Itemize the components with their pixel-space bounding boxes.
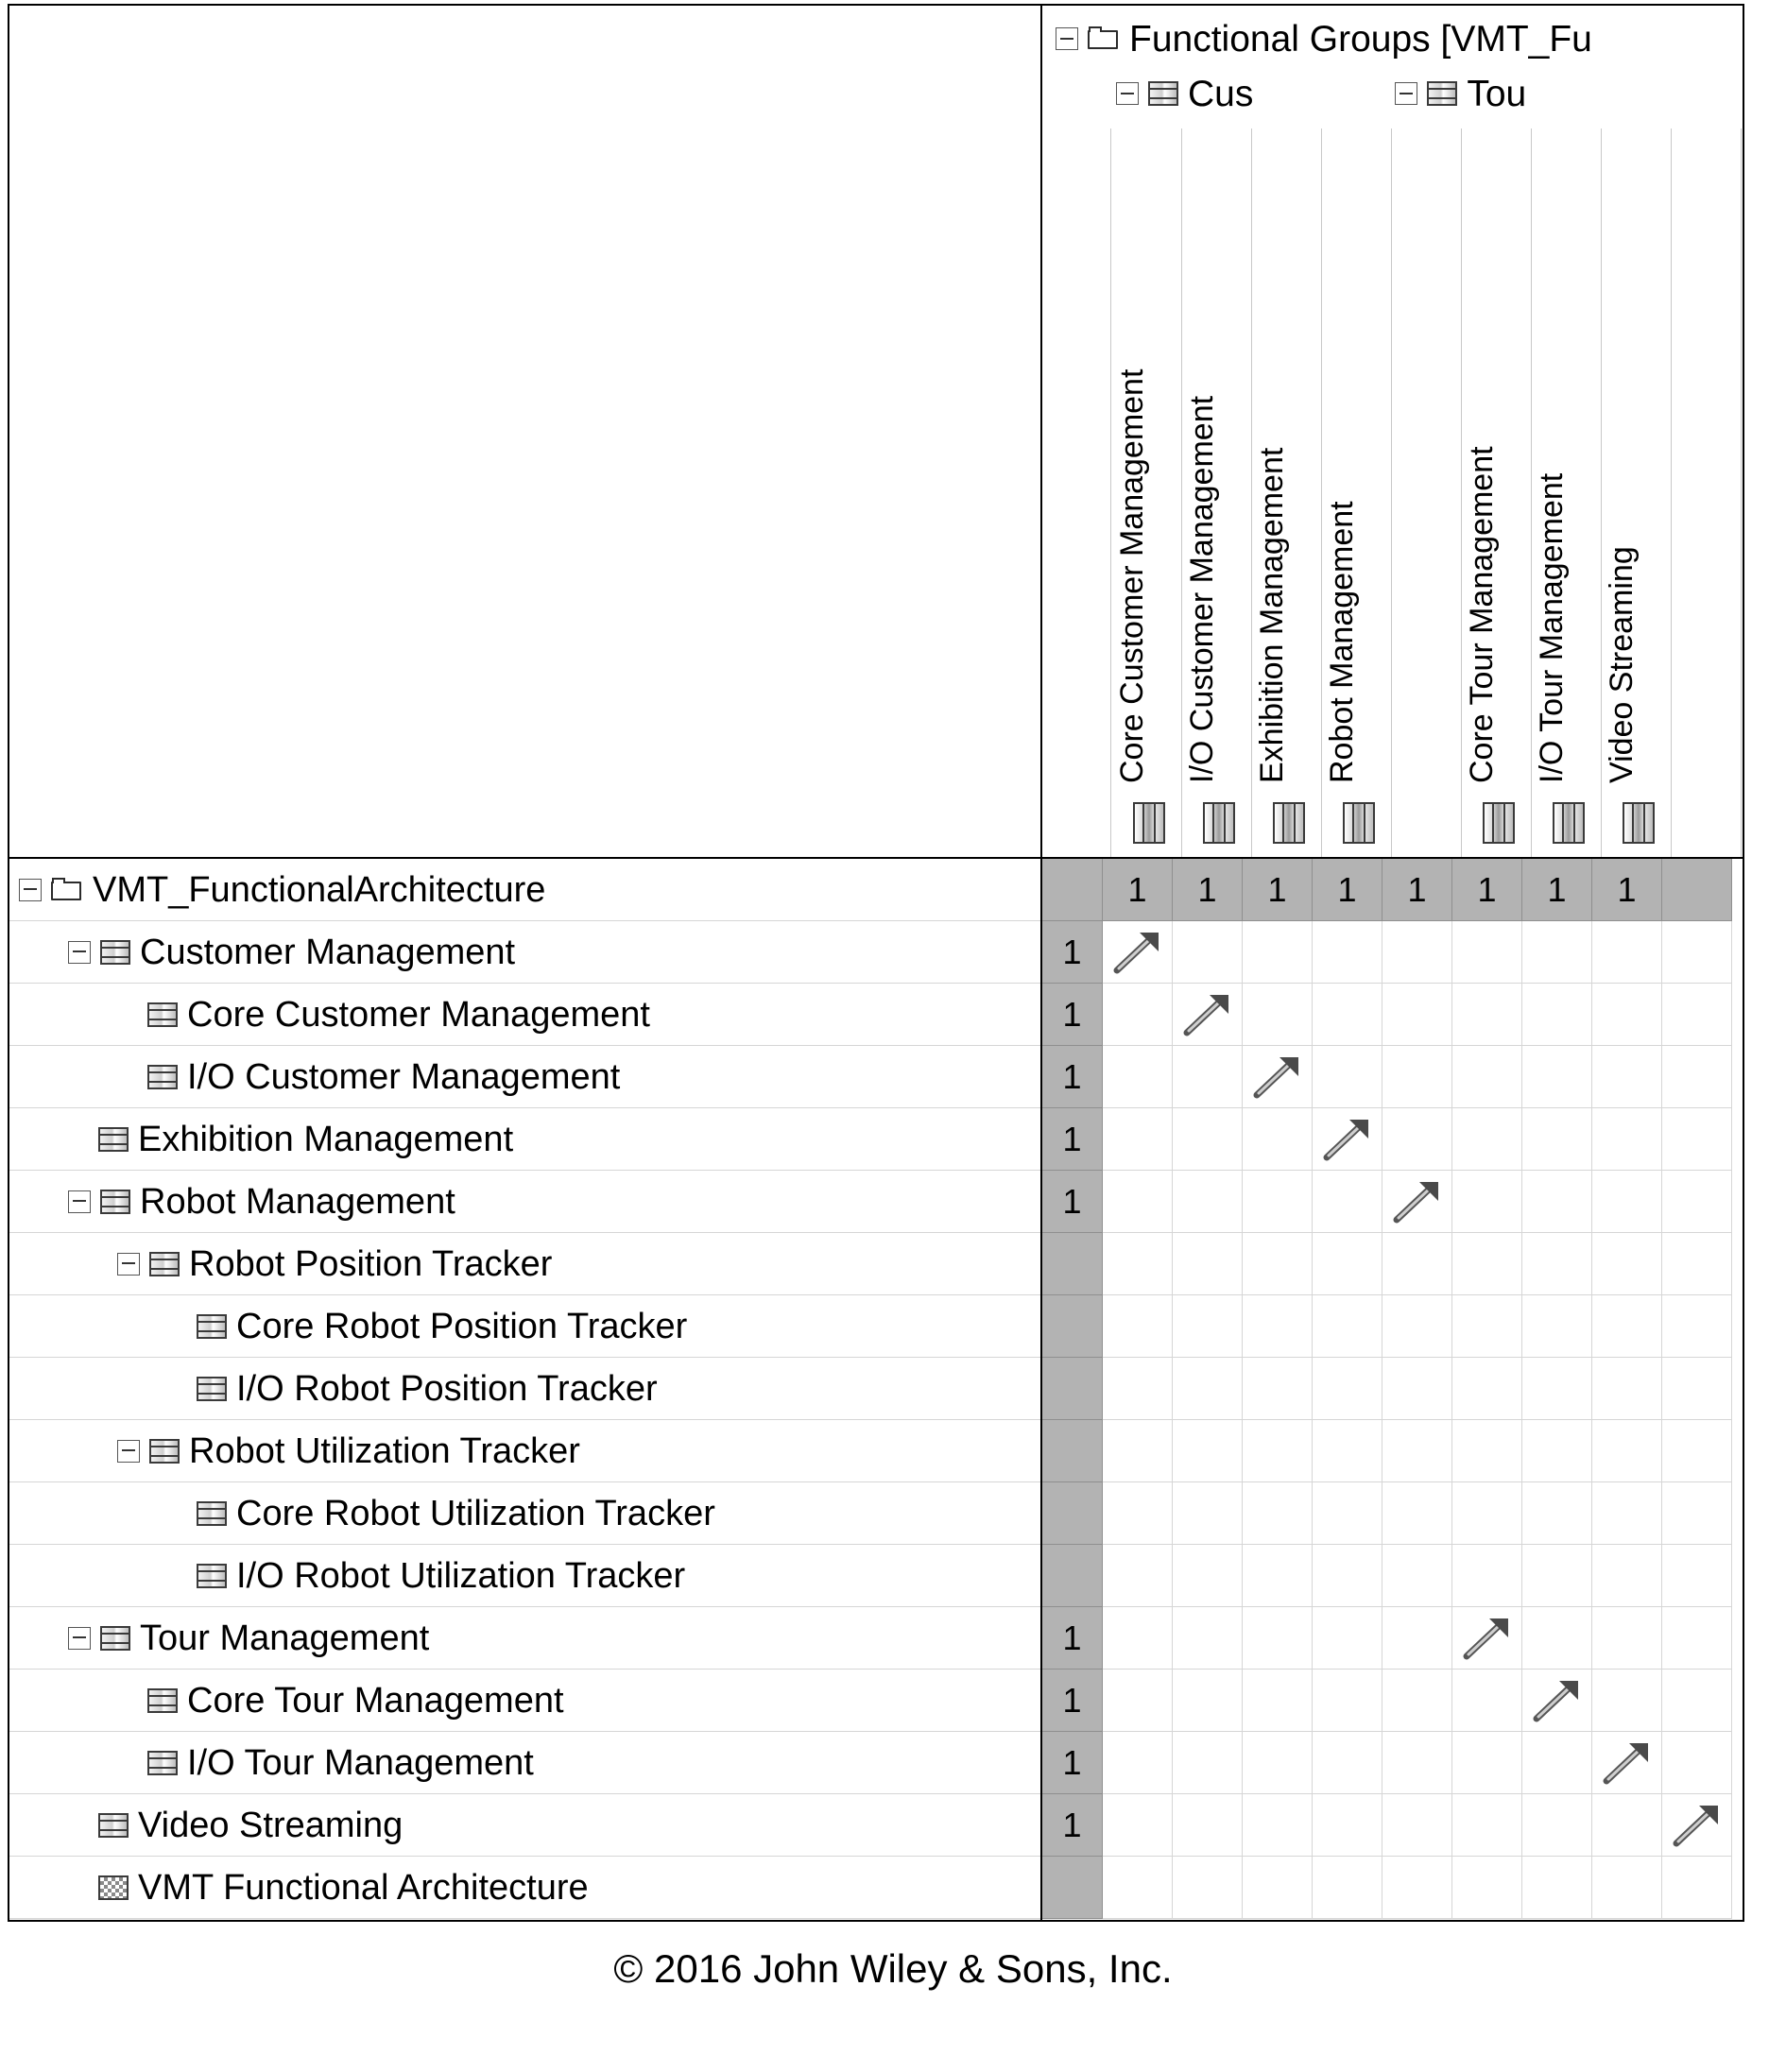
matrix-cell[interactable]: [1522, 1108, 1592, 1171]
matrix-cell[interactable]: [1662, 1046, 1732, 1108]
block-icon: [197, 1564, 227, 1588]
row-label: Robot Position Tracker: [189, 1243, 553, 1284]
matrix-row[interactable]: [9, 1607, 1040, 1670]
column-count-cell: 1: [1243, 859, 1313, 921]
row-label: Core Tour Management: [187, 1680, 564, 1721]
column-count-cell: 1: [1313, 859, 1382, 921]
matrix-cell[interactable]: [1313, 1857, 1382, 1919]
matrix-cell[interactable]: [1173, 1295, 1243, 1358]
matrix-row[interactable]: [9, 1171, 1040, 1233]
matrix-cell[interactable]: [1452, 1794, 1522, 1857]
matrix-cell[interactable]: [1313, 1046, 1382, 1108]
matrix-body-pane: [1042, 859, 1744, 1922]
matrix-cell[interactable]: [1243, 1295, 1313, 1358]
block-icon: [197, 1501, 227, 1526]
matrix-cell[interactable]: [1243, 1420, 1313, 1482]
matrix-cell[interactable]: [1382, 1545, 1452, 1607]
row-label: I/O Customer Management: [187, 1056, 621, 1097]
matrix-cell[interactable]: [1103, 1233, 1173, 1295]
collapse-toggle-icon[interactable]: [68, 941, 91, 964]
column-count-cell: 1: [1522, 859, 1592, 921]
matrix-cell[interactable]: [1452, 984, 1522, 1046]
matrix-cell[interactable]: [1382, 1857, 1452, 1919]
matrix-cell[interactable]: [1243, 1857, 1313, 1919]
matrix-cell[interactable]: [1592, 1732, 1662, 1794]
row-count-cell: [1042, 1233, 1103, 1295]
matrix-cell[interactable]: [1103, 1108, 1173, 1171]
matrix-cell[interactable]: [1452, 1358, 1522, 1420]
row-count-cell: [1042, 1545, 1103, 1607]
block-icon: [147, 1065, 178, 1089]
matrix-row[interactable]: [9, 1358, 1040, 1420]
matrix-row[interactable]: [9, 1482, 1040, 1545]
row-label: Video Streaming: [138, 1805, 404, 1845]
matrix-row[interactable]: [9, 1857, 1040, 1919]
matrix-corner-pane: [8, 4, 1042, 859]
matrix-cell[interactable]: [1662, 1171, 1732, 1233]
matrix-row[interactable]: [9, 1794, 1040, 1857]
matrix-cell[interactable]: [1382, 1794, 1452, 1857]
column-count-cell: 1: [1173, 859, 1243, 921]
matrix-cell[interactable]: [1173, 1233, 1243, 1295]
block-icon: [98, 1813, 129, 1838]
matrix-cell[interactable]: [1173, 1108, 1243, 1171]
matrix-row[interactable]: [9, 1046, 1040, 1108]
matrix-cell[interactable]: [1592, 1857, 1662, 1919]
collapse-toggle-icon[interactable]: [117, 1440, 140, 1463]
matrix-cell[interactable]: [1173, 1171, 1243, 1233]
column-group-label-0: Cus: [1188, 73, 1254, 114]
matrix-cell[interactable]: [1243, 1607, 1313, 1670]
row-label: Robot Management: [140, 1181, 455, 1222]
row-label: I/O Robot Position Tracker: [236, 1368, 658, 1409]
matrix-cell[interactable]: [1382, 1108, 1452, 1171]
matrix-cell[interactable]: [1313, 921, 1382, 984]
diagram-icon: [98, 1875, 129, 1900]
copyright-caption: © 2016 John Wiley & Sons, Inc.: [613, 1946, 1173, 1991]
row-tree-pane: [8, 859, 1042, 1922]
matrix-cell[interactable]: [1313, 1420, 1382, 1482]
block-icon: [100, 1190, 130, 1214]
row-count-cell: 1: [1042, 1607, 1103, 1670]
matrix-cell[interactable]: [1313, 1295, 1382, 1358]
matrix-row[interactable]: [9, 1670, 1040, 1732]
row-label: Core Customer Management: [187, 994, 650, 1035]
matrix-cell[interactable]: [1103, 1482, 1173, 1545]
matrix-cell[interactable]: [1662, 1794, 1732, 1857]
matrix-cell[interactable]: [1452, 1420, 1522, 1482]
matrix-cell[interactable]: [1313, 984, 1382, 1046]
column-count-cell: 1: [1103, 859, 1173, 921]
matrix-cell[interactable]: [1313, 1482, 1382, 1545]
matrix-cell[interactable]: [1522, 1607, 1592, 1670]
column-label-3: Robot Management: [1324, 501, 1360, 783]
row-count-cell: 1: [1042, 921, 1103, 984]
matrix-cell[interactable]: [1173, 1545, 1243, 1607]
matrix-cell[interactable]: [1103, 1670, 1173, 1732]
matrix-cell[interactable]: [1382, 1732, 1452, 1794]
matrix-cell[interactable]: [1522, 1171, 1592, 1233]
matrix-cell[interactable]: [1313, 1732, 1382, 1794]
block-icon: [147, 1751, 178, 1775]
row-label: Core Robot Position Tracker: [236, 1306, 688, 1346]
matrix-cell[interactable]: [1382, 1607, 1452, 1670]
row-count-cell: [1042, 1358, 1103, 1420]
column-label-1: I/O Customer Management: [1184, 395, 1220, 783]
matrix-cell[interactable]: [1522, 1670, 1592, 1732]
row-count-cell: 1: [1042, 1108, 1103, 1171]
matrix-cell[interactable]: [1382, 984, 1452, 1046]
matrix-row[interactable]: [9, 1233, 1040, 1295]
matrix-cell[interactable]: [1173, 1794, 1243, 1857]
matrix-cell[interactable]: [1452, 1857, 1522, 1919]
matrix-cell[interactable]: [1243, 921, 1313, 984]
matrix-cell[interactable]: [1313, 1794, 1382, 1857]
matrix-cell[interactable]: [1662, 984, 1732, 1046]
row-count-cell: 1: [1042, 984, 1103, 1046]
matrix-cell[interactable]: [1592, 1670, 1662, 1732]
row-count-cell: 1: [1042, 1046, 1103, 1108]
row-count-cell: 1: [1042, 1171, 1103, 1233]
matrix-cell[interactable]: [1313, 1108, 1382, 1171]
matrix-cell[interactable]: [1173, 1732, 1243, 1794]
matrix-cell[interactable]: [1592, 1607, 1662, 1670]
block-icon: [149, 1252, 180, 1276]
matrix-cell[interactable]: [1662, 1857, 1732, 1919]
matrix-cell[interactable]: [1243, 984, 1313, 1046]
matrix-cell[interactable]: [1592, 1233, 1662, 1295]
matrix-cell[interactable]: [1243, 1482, 1313, 1545]
matrix-cell[interactable]: [1243, 1545, 1313, 1607]
block-icon: [147, 1002, 178, 1027]
matrix-cell[interactable]: [1452, 1482, 1522, 1545]
matrix-row[interactable]: [9, 1732, 1040, 1794]
column-count-cell: 1: [1452, 859, 1522, 921]
matrix-row[interactable]: [9, 859, 1040, 921]
matrix-cell[interactable]: [1592, 1358, 1662, 1420]
matrix-cell[interactable]: [1243, 1670, 1313, 1732]
block-icon: [1553, 802, 1585, 844]
matrix-cell[interactable]: [1522, 1358, 1592, 1420]
matrix-cell[interactable]: [1662, 1233, 1732, 1295]
block-icon: [1343, 802, 1375, 844]
matrix-cell[interactable]: [1452, 1046, 1522, 1108]
matrix-cell[interactable]: [1592, 1420, 1662, 1482]
matrix-cell[interactable]: [1452, 1295, 1522, 1358]
matrix-cell[interactable]: [1592, 984, 1662, 1046]
matrix-cell[interactable]: [1522, 921, 1592, 984]
matrix-cell[interactable]: [1522, 1420, 1592, 1482]
matrix-cell[interactable]: [1592, 1171, 1662, 1233]
matrix-cell[interactable]: [1313, 1171, 1382, 1233]
folder-icon: [51, 878, 83, 902]
row-label: I/O Robot Utilization Tracker: [236, 1555, 686, 1596]
matrix-cell[interactable]: [1382, 1171, 1452, 1233]
matrix-cell[interactable]: [1313, 1358, 1382, 1420]
row-label: Customer Management: [140, 932, 516, 972]
matrix-cell[interactable]: [1382, 1482, 1452, 1545]
matrix-row[interactable]: [9, 1545, 1040, 1607]
matrix-cell[interactable]: [1173, 1857, 1243, 1919]
matrix-cell[interactable]: [1313, 1670, 1382, 1732]
matrix-cell[interactable]: [1662, 1420, 1732, 1482]
column-group-root-label: Functional Groups [VMT_Fu: [1129, 18, 1592, 60]
block-icon: [100, 1626, 130, 1651]
matrix-cell[interactable]: [1243, 1732, 1313, 1794]
block-icon: [1203, 802, 1235, 844]
collapse-toggle-icon[interactable]: [117, 1253, 140, 1276]
matrix-cell[interactable]: [1313, 1607, 1382, 1670]
collapse-toggle-icon[interactable]: [19, 879, 42, 901]
block-icon: [197, 1377, 227, 1401]
matrix-cell[interactable]: [1592, 1108, 1662, 1171]
matrix-cell[interactable]: [1382, 1046, 1452, 1108]
matrix-cell[interactable]: [1592, 1046, 1662, 1108]
column-group-label-1: Tou: [1467, 73, 1527, 114]
column-header-pane: [1042, 4, 1744, 859]
matrix-cell[interactable]: [1662, 1358, 1732, 1420]
block-icon: [1623, 802, 1655, 844]
block-icon: [1273, 802, 1305, 844]
matrix-cell[interactable]: [1173, 1607, 1243, 1670]
matrix-cell[interactable]: [1522, 1295, 1592, 1358]
matrix-cell[interactable]: [1103, 1857, 1173, 1919]
matrix-row[interactable]: [9, 1295, 1040, 1358]
matrix-cell[interactable]: [1592, 1794, 1662, 1857]
block-icon: [98, 1127, 129, 1152]
matrix-cell[interactable]: [1173, 1670, 1243, 1732]
matrix-cell[interactable]: [1662, 1732, 1732, 1794]
matrix-cell[interactable]: [1173, 1046, 1243, 1108]
matrix-cell[interactable]: [1103, 1794, 1173, 1857]
row-label: VMT Functional Architecture: [138, 1867, 589, 1908]
matrix-cell[interactable]: [1452, 1171, 1522, 1233]
matrix-cell[interactable]: [1382, 1358, 1452, 1420]
matrix-cell[interactable]: [1592, 1482, 1662, 1545]
row-count-cell: 1: [1042, 1794, 1103, 1857]
matrix-cell[interactable]: [1662, 921, 1732, 984]
column-count-cell: 1: [1592, 859, 1662, 921]
matrix-cell[interactable]: [1522, 1482, 1592, 1545]
matrix-cell[interactable]: [1662, 1108, 1732, 1171]
row-count-cell: [1042, 1482, 1103, 1545]
matrix-cell[interactable]: [1243, 1358, 1313, 1420]
matrix-row[interactable]: [9, 921, 1040, 984]
matrix-cell[interactable]: [1662, 1482, 1732, 1545]
matrix-cell[interactable]: [1173, 921, 1243, 984]
matrix-cell[interactable]: [1662, 1670, 1732, 1732]
matrix-cell[interactable]: [1662, 1545, 1732, 1607]
matrix-cell[interactable]: [1452, 921, 1522, 984]
matrix-cell[interactable]: [1103, 1420, 1173, 1482]
block-icon: [100, 940, 130, 965]
column-label-6: I/O Tour Management: [1534, 472, 1570, 783]
matrix-cell[interactable]: [1103, 1358, 1173, 1420]
column-count-cell: [1662, 859, 1732, 921]
matrix-cell[interactable]: [1452, 1545, 1522, 1607]
matrix-cell[interactable]: [1382, 1420, 1452, 1482]
matrix-cell[interactable]: [1522, 1732, 1592, 1794]
matrix-cell[interactable]: [1313, 1545, 1382, 1607]
column-label-2: Exhibition Management: [1254, 447, 1290, 783]
matrix-cell[interactable]: [1243, 1233, 1313, 1295]
block-icon: [147, 1688, 178, 1713]
matrix-cell[interactable]: [1382, 921, 1452, 984]
matrix-cell[interactable]: [1103, 1732, 1173, 1794]
column-label-5: Core Tour Management: [1464, 446, 1500, 783]
matrix-cell[interactable]: [1592, 921, 1662, 984]
matrix-row[interactable]: [9, 1108, 1040, 1171]
block-icon: [1483, 802, 1515, 844]
matrix-cell[interactable]: [1103, 1545, 1173, 1607]
matrix-cell[interactable]: [1452, 1732, 1522, 1794]
matrix-cell[interactable]: [1522, 1794, 1592, 1857]
column-label-0: Core Customer Management: [1114, 368, 1150, 783]
matrix-cell[interactable]: [1522, 1857, 1592, 1919]
matrix-row[interactable]: [9, 984, 1040, 1046]
matrix-cell[interactable]: [1522, 1233, 1592, 1295]
matrix-corner-count-cell: [1042, 859, 1103, 921]
collapse-toggle-icon[interactable]: [68, 1190, 91, 1213]
matrix-cell[interactable]: [1452, 1670, 1522, 1732]
block-icon: [197, 1314, 227, 1339]
dependency-matrix: [8, 4, 1744, 1922]
matrix-cell[interactable]: [1522, 1046, 1592, 1108]
row-label: Exhibition Management: [138, 1119, 514, 1159]
matrix-cell[interactable]: [1452, 1607, 1522, 1670]
matrix-cell[interactable]: [1592, 1545, 1662, 1607]
row-label: Tour Management: [140, 1618, 430, 1658]
column-labels: [1042, 6, 1743, 857]
matrix-cell[interactable]: [1243, 1171, 1313, 1233]
matrix-cell[interactable]: [1243, 1046, 1313, 1108]
matrix-cell[interactable]: [1313, 1233, 1382, 1295]
matrix-cell[interactable]: [1173, 984, 1243, 1046]
matrix-cell[interactable]: [1103, 1171, 1173, 1233]
block-icon: [149, 1439, 180, 1464]
matrix-cell[interactable]: [1662, 1295, 1732, 1358]
matrix-cell[interactable]: [1103, 1046, 1173, 1108]
row-count-cell: [1042, 1295, 1103, 1358]
column-count-cell: 1: [1382, 859, 1452, 921]
matrix-cell[interactable]: [1382, 1233, 1452, 1295]
matrix-cell[interactable]: [1243, 1108, 1313, 1171]
row-count-cell: 1: [1042, 1732, 1103, 1794]
matrix-cell[interactable]: [1103, 1607, 1173, 1670]
matrix-row[interactable]: [9, 1420, 1040, 1482]
matrix-cell[interactable]: [1382, 1295, 1452, 1358]
matrix-cell[interactable]: [1173, 1358, 1243, 1420]
matrix-cell[interactable]: [1173, 1420, 1243, 1482]
matrix-cell[interactable]: [1522, 984, 1592, 1046]
matrix-cell[interactable]: [1173, 1482, 1243, 1545]
matrix-cell[interactable]: [1662, 1607, 1732, 1670]
block-icon: [1133, 802, 1165, 844]
row-label: Robot Utilization Tracker: [189, 1430, 580, 1471]
matrix-cell[interactable]: [1103, 921, 1173, 984]
matrix-cell[interactable]: [1452, 1108, 1522, 1171]
matrix-cell[interactable]: [1522, 1545, 1592, 1607]
matrix-cell[interactable]: [1103, 984, 1173, 1046]
matrix-cell[interactable]: [1243, 1794, 1313, 1857]
collapse-toggle-icon[interactable]: [68, 1627, 91, 1650]
matrix-cell[interactable]: [1592, 1295, 1662, 1358]
row-label: Core Robot Utilization Tracker: [236, 1493, 715, 1533]
row-count-cell: [1042, 1420, 1103, 1482]
matrix-cell[interactable]: [1103, 1295, 1173, 1358]
row-count-cell: [1042, 1857, 1103, 1919]
row-label: VMT_FunctionalArchitecture: [93, 869, 546, 910]
matrix-cell[interactable]: [1382, 1670, 1452, 1732]
column-label-7: Video Streaming: [1604, 546, 1640, 783]
matrix-cell[interactable]: [1452, 1233, 1522, 1295]
row-count-cell: 1: [1042, 1670, 1103, 1732]
row-label: I/O Tour Management: [187, 1742, 534, 1783]
